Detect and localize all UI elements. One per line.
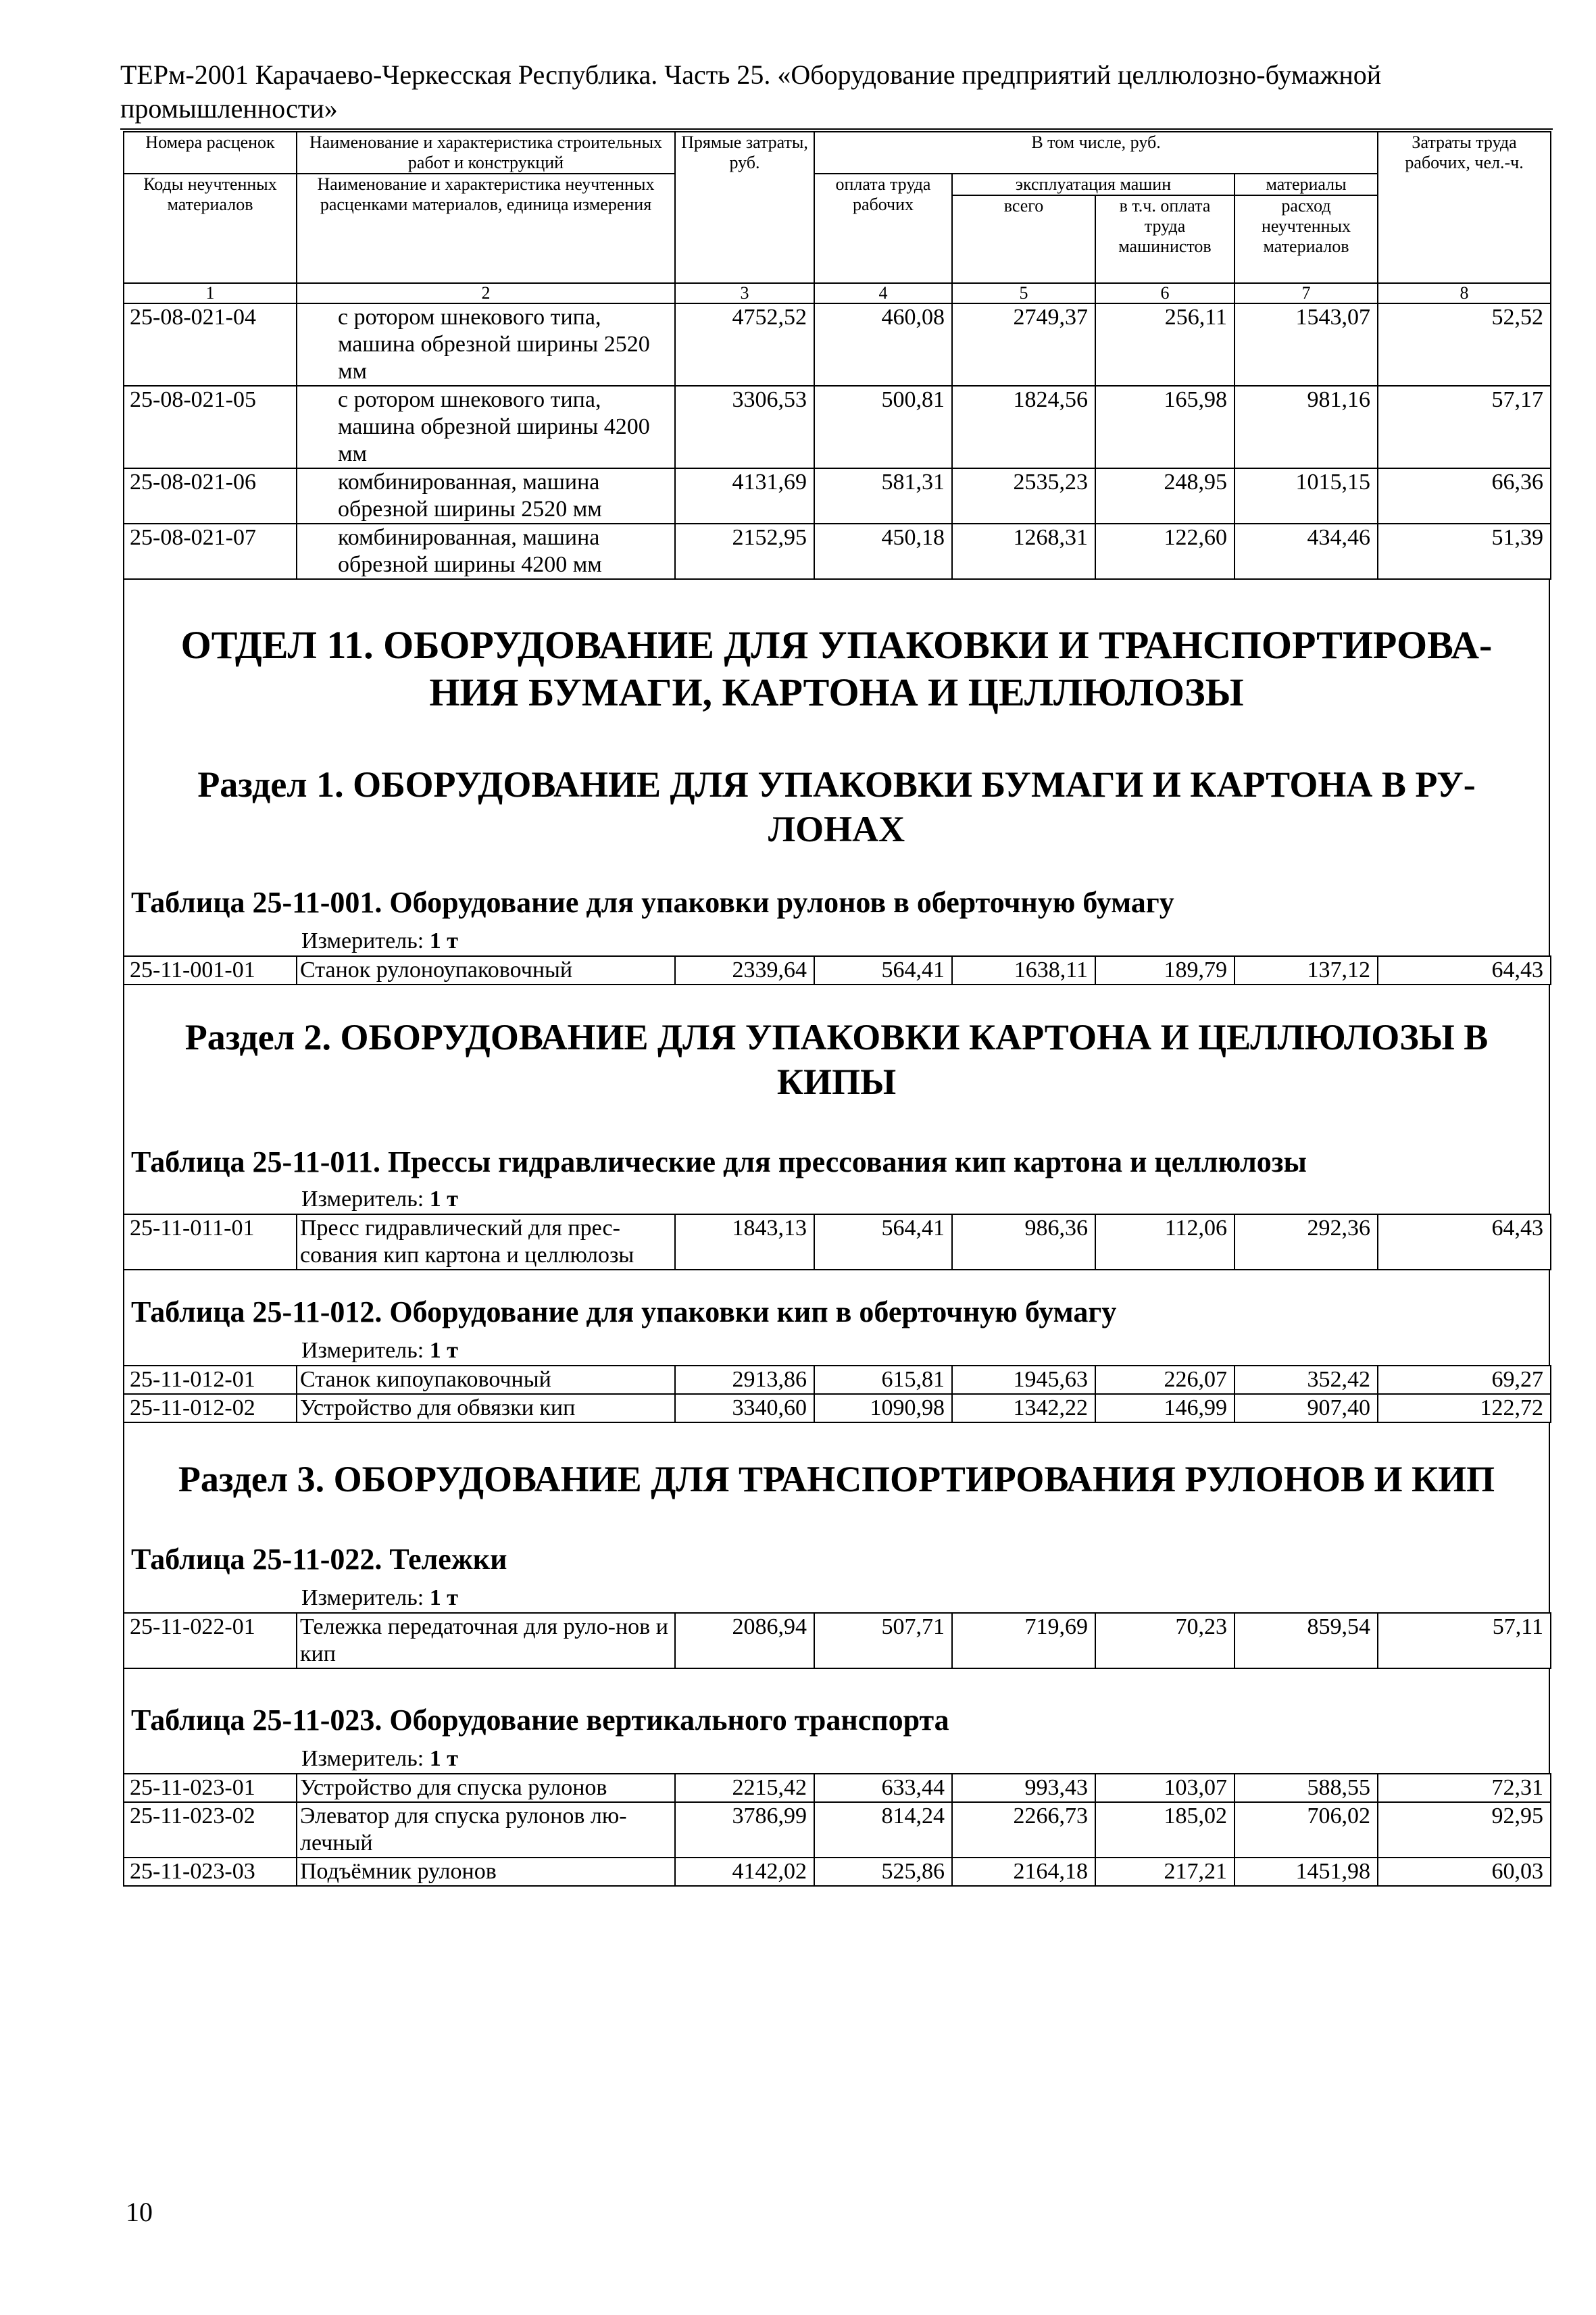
machine-total: 2749,37: [952, 303, 1095, 386]
materials: 1451,98: [1235, 1858, 1378, 1886]
measure-value: 1 т: [429, 1338, 458, 1363]
measure-value: 1 т: [429, 1585, 458, 1610]
rate-name: Пресс гидравлический для прес-сования кип картона и целлюлозы: [297, 1214, 675, 1270]
rate-code: 25-11-011-01: [124, 1214, 297, 1270]
labor-pay: 564,41: [814, 1214, 952, 1270]
measure-unit: [123, 920, 1550, 955]
materials: 434,46: [1235, 524, 1378, 579]
labor-hours: 57,17: [1378, 386, 1551, 468]
page-header-title: ТЕРм-2001 Карачаево-Черкесская Республика. Часть 25. «Оборудование предприятий целлюлозно-бумажной промышленности»: [120, 59, 1382, 124]
labor-hours: 122,72: [1378, 1394, 1551, 1422]
labor-pay: 450,18: [814, 524, 952, 579]
table-row: [124, 1802, 1551, 1858]
table-25-11-022-title: Таблица 25-11-022. Тележки: [123, 1542, 1550, 1577]
measure-value: 1 т: [429, 1746, 458, 1771]
table-row: [124, 1858, 1551, 1886]
machinist-pay: 103,07: [1095, 1774, 1235, 1802]
department-title: ОТДЕЛ 11. ОБОРУДОВАНИЕ ДЛЯ УПАКОВКИ И ТРАНСПОРТИРОВА-НИЯ БУМАГИ, КАРТОНА И ЦЕЛЛЮЛОЗЫ: [123, 580, 1550, 755]
materials: 137,12: [1235, 956, 1378, 985]
labor-hours: 51,39: [1378, 524, 1551, 579]
rate-name: Устройство для спуска рулонов: [297, 1774, 675, 1802]
machinist-pay: 256,11: [1095, 303, 1235, 386]
labor-pay: 564,41: [814, 956, 952, 985]
rate-name: Станок рулоноупаковочный: [297, 956, 675, 985]
materials: 1015,15: [1235, 468, 1378, 524]
table-row: [124, 1214, 1551, 1270]
machine-total: 2535,23: [952, 468, 1095, 524]
table-25-11-012: [123, 1365, 1551, 1423]
labor-pay: 460,08: [814, 303, 952, 386]
materials: 981,16: [1235, 386, 1378, 468]
direct-costs: 4142,02: [675, 1858, 814, 1886]
machinist-pay: 70,23: [1095, 1613, 1235, 1668]
labor-hours: 72,31: [1378, 1774, 1551, 1802]
table-row: [124, 1394, 1551, 1422]
measure-unit: [123, 1330, 1550, 1365]
measure-unit: [123, 1577, 1550, 1612]
measure-label: Измеритель:: [301, 1585, 424, 1610]
measure-label: Измеритель:: [301, 928, 424, 953]
col-number: 7: [1235, 283, 1378, 303]
table-25-11-023-title: Таблица 25-11-023. Оборудование вертикального транспорта: [123, 1703, 1550, 1738]
header-rule: [120, 128, 1553, 130]
header-direct-costs: Прямые затраты, руб.: [675, 132, 814, 283]
materials: 907,40: [1235, 1394, 1378, 1422]
machinist-pay: 165,98: [1095, 386, 1235, 468]
col-number: 1: [124, 283, 297, 303]
rate-code: 25-08-021-06: [124, 468, 297, 524]
machine-total: 1945,63: [952, 1366, 1095, 1394]
header-materials: материалы: [1235, 174, 1378, 195]
header-unaccounted-materials: расход неучтенных материалов: [1235, 195, 1378, 283]
measure-value: 1 т: [429, 928, 458, 953]
rate-name: Тележка передаточная для руло-нов и кип: [297, 1613, 675, 1668]
header-labor-pay: оплата труда рабочих: [814, 174, 952, 283]
labor-hours: 60,03: [1378, 1858, 1551, 1886]
labor-pay: 1090,98: [814, 1394, 952, 1422]
labor-pay: 633,44: [814, 1774, 952, 1802]
materials: 292,36: [1235, 1214, 1378, 1270]
rate-code: 25-11-012-02: [124, 1394, 297, 1422]
table-row: [124, 1366, 1551, 1394]
header-machinist-pay: в т.ч. оплата труда машинистов: [1095, 195, 1235, 283]
table-25-11-001-title: Таблица 25-11-001. Оборудование для упаковки рулонов в оберточную бумагу: [123, 885, 1550, 920]
rate-code: 25-11-022-01: [124, 1613, 297, 1668]
header-machine-ops: эксплуатация машин: [952, 174, 1235, 195]
labor-pay: 615,81: [814, 1366, 952, 1394]
rate-name: Станок кипоупаковочный: [297, 1366, 675, 1394]
machinist-pay: 112,06: [1095, 1214, 1235, 1270]
labor-hours: 92,95: [1378, 1802, 1551, 1858]
rate-name: Подъёмник рулонов: [297, 1858, 675, 1886]
rate-name: с ротором шнекового типа, машина обрезной ширины 4200 мм: [297, 386, 675, 468]
table-25-11-012-title: Таблица 25-11-012. Оборудование для упаковки кип в оберточную бумагу: [123, 1295, 1550, 1330]
table-row: [124, 1774, 1551, 1802]
rate-code: 25-11-023-02: [124, 1802, 297, 1858]
measure-value: 1 т: [429, 1187, 458, 1212]
header-codes-bottom: Коды неучтенных материалов: [124, 174, 297, 283]
direct-costs: 2339,64: [675, 956, 814, 985]
labor-pay: 581,31: [814, 468, 952, 524]
table-25-11-011-title: Таблица 25-11-011. Прессы гидравлические для прессования кип картона и целлюлозы: [123, 1145, 1550, 1180]
machinist-pay: 122,60: [1095, 524, 1235, 579]
rate-name: Элеватор для спуска рулонов лю-лечный: [297, 1802, 675, 1858]
labor-pay: 525,86: [814, 1858, 952, 1886]
materials: 1543,07: [1235, 303, 1378, 386]
direct-costs: 2215,42: [675, 1774, 814, 1802]
document-body: [123, 131, 1550, 1887]
machine-total: 2266,73: [952, 1802, 1095, 1858]
materials: 706,02: [1235, 1802, 1378, 1858]
labor-hours: 69,27: [1378, 1366, 1551, 1394]
rate-code: 25-08-021-05: [124, 386, 297, 468]
table-25-11-023: [123, 1773, 1551, 1887]
table-row: [124, 524, 1551, 579]
rate-name: комбинированная, машина обрезной ширины 4200 мм: [297, 524, 675, 579]
rate-code: 25-08-021-07: [124, 524, 297, 579]
col-number: 8: [1378, 283, 1551, 303]
labor-pay: 507,71: [814, 1613, 952, 1668]
labor-hours: 52,52: [1378, 303, 1551, 386]
section-3-title: Раздел 3. ОБОРУДОВАНИЕ ДЛЯ ТРАНСПОРТИРОВАНИЯ РУЛОНОВ И КИП: [123, 1457, 1550, 1501]
header-including: В том числе, руб.: [814, 132, 1378, 174]
table-25-11-011: [123, 1214, 1551, 1270]
measure-unit: [123, 1738, 1550, 1773]
table-25-11-001: [123, 955, 1551, 985]
rate-code: 25-08-021-04: [124, 303, 297, 386]
measure-unit: [123, 1180, 1550, 1214]
machine-total: 1824,56: [952, 386, 1095, 468]
labor-pay: 814,24: [814, 1802, 952, 1858]
direct-costs: 2152,95: [675, 524, 814, 579]
col-number: 6: [1095, 283, 1235, 303]
rate-code: 25-11-023-01: [124, 1774, 297, 1802]
table-row: [124, 303, 1551, 386]
machinist-pay: 248,95: [1095, 468, 1235, 524]
machine-total: 1342,22: [952, 1394, 1095, 1422]
direct-costs: 3340,60: [675, 1394, 814, 1422]
measure-label: Измеритель:: [301, 1187, 424, 1212]
machine-total: 719,69: [952, 1613, 1095, 1668]
rate-code: 25-11-023-03: [124, 1858, 297, 1886]
header-name-bottom: Наименование и характеристика неучтенных расценками материалов, единица измерения: [297, 174, 675, 283]
rate-code: 25-11-001-01: [124, 956, 297, 985]
section-2-title: Раздел 2. ОБОРУДОВАНИЕ ДЛЯ УПАКОВКИ КАРТОНА И ЦЕЛЛЮЛОЗЫ В КИПЫ: [123, 1015, 1550, 1104]
machine-total: 2164,18: [952, 1858, 1095, 1886]
machinist-pay: 146,99: [1095, 1394, 1235, 1422]
direct-costs: 1843,13: [675, 1214, 814, 1270]
machinist-pay: 217,21: [1095, 1858, 1235, 1886]
table-row: [124, 468, 1551, 524]
materials: 352,42: [1235, 1366, 1378, 1394]
header-name-top: Наименование и характеристика строительных работ и конструкций: [297, 132, 675, 174]
direct-costs: 3306,53: [675, 386, 814, 468]
table-25-11-022: [123, 1612, 1551, 1669]
rate-name: Устройство для обвязки кип: [297, 1394, 675, 1422]
col-number: 3: [675, 283, 814, 303]
labor-hours: 64,43: [1378, 956, 1551, 985]
machine-total: 1638,11: [952, 956, 1095, 985]
machinist-pay: 189,79: [1095, 956, 1235, 985]
table-row: [124, 956, 1551, 985]
table-row: [124, 1613, 1551, 1668]
labor-hours: 66,36: [1378, 468, 1551, 524]
labor-hours: 57,11: [1378, 1613, 1551, 1668]
table-row: [124, 386, 1551, 468]
rate-name: комбинированная, машина обрезной ширины 2520 мм: [297, 468, 675, 524]
header-codes-top: Номера расценок: [124, 132, 297, 174]
measure-label: Измеритель:: [301, 1338, 424, 1363]
measure-label: Измеритель:: [301, 1746, 424, 1771]
machine-total: 993,43: [952, 1774, 1095, 1802]
header-machine-total: всего: [952, 195, 1095, 283]
col-number: 4: [814, 283, 952, 303]
rates-table-top: [123, 131, 1551, 580]
direct-costs: 2086,94: [675, 1613, 814, 1668]
page-number: 10: [126, 2197, 153, 2227]
materials: 588,55: [1235, 1774, 1378, 1802]
machinist-pay: 185,02: [1095, 1802, 1235, 1858]
materials: 859,54: [1235, 1613, 1378, 1668]
machine-total: 986,36: [952, 1214, 1095, 1270]
direct-costs: 4752,52: [675, 303, 814, 386]
section-1-title: Раздел 1. ОБОРУДОВАНИЕ ДЛЯ УПАКОВКИ БУМАГИ И КАРТОНА В РУ-ЛОНАХ: [123, 755, 1550, 851]
rate-code: 25-11-012-01: [124, 1366, 297, 1394]
direct-costs: 3786,99: [675, 1802, 814, 1858]
col-number: 5: [952, 283, 1095, 303]
labor-pay: 500,81: [814, 386, 952, 468]
direct-costs: 4131,69: [675, 468, 814, 524]
machine-total: 1268,31: [952, 524, 1095, 579]
col-number: 2: [297, 283, 675, 303]
labor-hours: 64,43: [1378, 1214, 1551, 1270]
rate-name: с ротором шнекового типа, машина обрезной ширины 2520 мм: [297, 303, 675, 386]
header-labor-costs: Затраты труда рабочих, чел.-ч.: [1378, 132, 1551, 283]
direct-costs: 2913,86: [675, 1366, 814, 1394]
machinist-pay: 226,07: [1095, 1366, 1235, 1394]
